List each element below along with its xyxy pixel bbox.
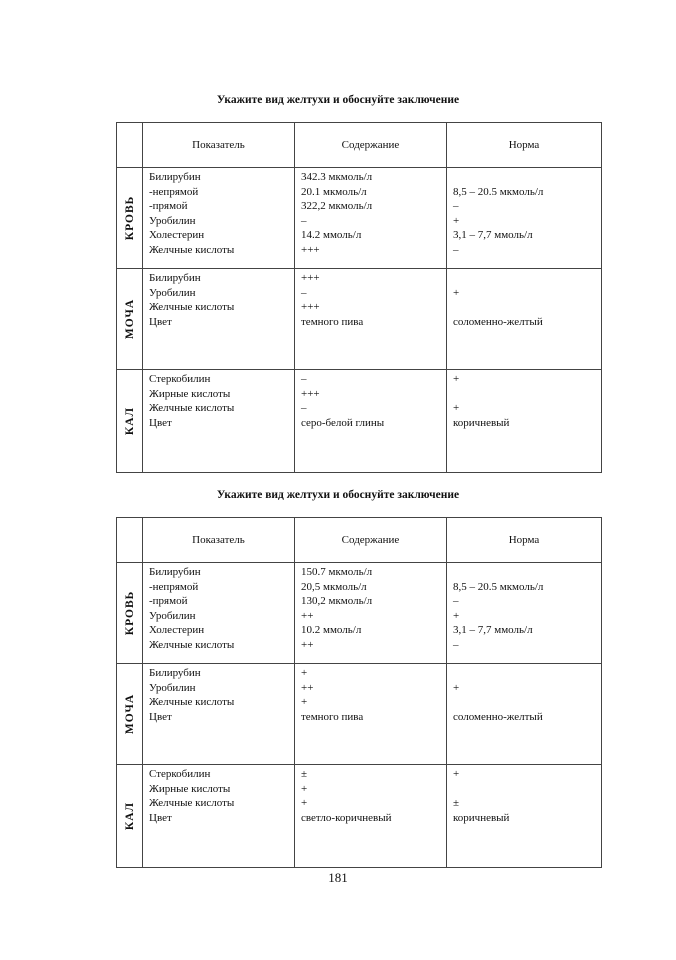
indicator-norm bbox=[453, 271, 595, 286]
indicator-norm bbox=[453, 300, 595, 315]
indicator-norm: коричневый bbox=[453, 811, 510, 824]
task-1-title: Укажите вид желтухи и обоснуйте заключение bbox=[216, 94, 460, 106]
side-label-cell bbox=[117, 370, 143, 473]
header-content: Содержание bbox=[295, 123, 447, 168]
lab-table-1 bbox=[116, 122, 602, 473]
side-label-cell bbox=[117, 664, 143, 765]
indicator-name: Желчные кислоты bbox=[149, 638, 235, 651]
indicator-norm: коричневый bbox=[453, 416, 510, 429]
indicator-name: Желчные кислоты bbox=[149, 402, 235, 415]
indicator-name: -прямой bbox=[149, 595, 188, 608]
indicator-value: 322,2 мкмоль/л bbox=[301, 200, 373, 213]
indicator-value: 150.7 мкмоль/л bbox=[301, 566, 373, 578]
side-label: МОЧА bbox=[123, 298, 136, 340]
indicator-value: светло-коричневый bbox=[301, 811, 392, 824]
page-number: 181 bbox=[328, 870, 348, 885]
value-list bbox=[295, 269, 446, 329]
indicator-value: темного пива bbox=[301, 315, 364, 328]
value-list bbox=[295, 765, 446, 825]
value-list bbox=[295, 168, 446, 258]
value-list bbox=[295, 563, 446, 653]
indicator-list bbox=[143, 563, 294, 653]
indicator-value: + bbox=[301, 797, 308, 810]
indicator-value: 10.2 ммоль/л bbox=[301, 624, 362, 637]
indicator-name: Уробилин bbox=[149, 214, 196, 227]
indicator-list bbox=[143, 664, 294, 724]
indicator-name: Билирубин bbox=[149, 667, 201, 679]
indicator-norm: ± bbox=[453, 797, 460, 810]
indicator-name: Желчные кислоты bbox=[149, 797, 235, 810]
header-indicator: Показатель bbox=[143, 123, 295, 168]
task-2-title: Укажите вид желтухи и обоснуйте заключение bbox=[216, 489, 460, 501]
side-label-cell bbox=[117, 269, 143, 370]
indicator-norm: + bbox=[453, 609, 460, 622]
indicator-list bbox=[143, 168, 294, 258]
indicator-value: темного пива bbox=[301, 710, 364, 723]
side-label: МОЧА bbox=[123, 693, 136, 735]
indicator-name: Цвет bbox=[149, 710, 172, 723]
value-list bbox=[295, 664, 446, 724]
norm-list bbox=[447, 269, 601, 329]
section-urine bbox=[117, 664, 602, 765]
indicator-name: Стеркобилин bbox=[149, 373, 211, 385]
indicator-norm: 8,5 – 20.5 мкмоль/л bbox=[453, 185, 544, 198]
indicator-value: ++ bbox=[301, 609, 314, 622]
indicator-value: – bbox=[301, 373, 307, 385]
indicator-norm: 8,5 – 20.5 мкмоль/л bbox=[453, 580, 544, 593]
indicator-name: -прямой bbox=[149, 200, 188, 213]
indicator-name: -непрямой bbox=[149, 185, 199, 198]
side-label: КАЛ bbox=[123, 801, 136, 831]
section-blood bbox=[117, 563, 602, 664]
section-feces bbox=[117, 370, 602, 473]
side-label: КРОВЬ bbox=[123, 590, 136, 636]
norm-list bbox=[447, 664, 601, 724]
indicator-value: +++ bbox=[301, 387, 320, 400]
header-content: Содержание bbox=[295, 518, 447, 563]
indicator-value: 342.3 мкмоль/л bbox=[301, 171, 373, 183]
norm-list bbox=[447, 765, 601, 825]
indicator-norm: соломенно-желтый bbox=[453, 710, 543, 723]
indicator-name: Цвет bbox=[149, 416, 172, 429]
indicator-value: 20,5 мкмоль/л bbox=[301, 580, 367, 593]
side-label-cell bbox=[117, 563, 143, 664]
side-label: КАЛ bbox=[123, 406, 136, 436]
indicator-norm bbox=[453, 666, 595, 681]
indicator-value: серо-белой глины bbox=[301, 416, 385, 429]
indicator-name: Жирные кислоты bbox=[149, 387, 231, 400]
side-label: КРОВЬ bbox=[123, 195, 136, 241]
indicator-norm bbox=[453, 565, 595, 580]
indicator-value: + bbox=[301, 667, 308, 679]
indicator-name: Цвет bbox=[149, 315, 172, 328]
indicator-name: Холестерин bbox=[149, 229, 205, 242]
table-header-row bbox=[117, 123, 602, 168]
indicator-name: Билирубин bbox=[149, 566, 201, 578]
indicator-norm: – bbox=[453, 595, 459, 608]
norm-list bbox=[447, 370, 601, 430]
indicator-value: +++ bbox=[301, 243, 320, 256]
indicator-norm: – bbox=[453, 638, 459, 651]
indicator-norm: – bbox=[453, 243, 459, 256]
indicator-list bbox=[143, 269, 294, 329]
indicator-value: 130,2 мкмоль/л bbox=[301, 595, 373, 608]
side-label-cell bbox=[117, 765, 143, 868]
indicator-norm: + bbox=[453, 768, 460, 780]
norm-list bbox=[447, 563, 601, 653]
indicator-value: +++ bbox=[301, 272, 320, 284]
indicator-norm: + bbox=[453, 681, 460, 694]
header-norm: Норма bbox=[447, 123, 602, 168]
section-blood bbox=[117, 168, 602, 269]
indicator-value: ++ bbox=[301, 681, 314, 694]
lab-table-2 bbox=[116, 517, 602, 868]
indicator-norm: + bbox=[453, 286, 460, 299]
indicator-value: – bbox=[301, 286, 307, 299]
indicator-name: Уробилин bbox=[149, 681, 196, 694]
value-list bbox=[295, 370, 446, 430]
table-header-row bbox=[117, 518, 602, 563]
indicator-norm: + bbox=[453, 402, 460, 415]
indicator-norm bbox=[453, 387, 595, 402]
indicator-name: Билирубин bbox=[149, 171, 201, 183]
indicator-value: – bbox=[301, 214, 307, 227]
indicator-name: Холестерин bbox=[149, 624, 205, 637]
indicator-name: Билирубин bbox=[149, 272, 201, 284]
indicator-name: Желчные кислоты bbox=[149, 243, 235, 256]
indicator-norm bbox=[453, 170, 595, 185]
indicator-value: ++ bbox=[301, 638, 314, 651]
section-feces bbox=[117, 765, 602, 868]
indicator-name: Стеркобилин bbox=[149, 768, 211, 780]
side-label-cell bbox=[117, 168, 143, 269]
indicator-name: Жирные кислоты bbox=[149, 782, 231, 795]
norm-list bbox=[447, 168, 601, 258]
indicator-value: +++ bbox=[301, 301, 320, 314]
indicator-norm: + bbox=[453, 214, 460, 227]
indicator-norm: + bbox=[453, 373, 460, 385]
indicator-norm: 3,1 – 7,7 ммоль/л bbox=[453, 624, 533, 637]
indicator-name: -непрямой bbox=[149, 580, 199, 593]
indicator-value: 20.1 мкмоль/л bbox=[301, 185, 367, 198]
indicator-value: – bbox=[301, 402, 307, 415]
indicator-list bbox=[143, 370, 294, 430]
header-corner-cell bbox=[117, 518, 143, 563]
header-norm: Норма bbox=[447, 518, 602, 563]
indicator-name: Желчные кислоты bbox=[149, 301, 235, 314]
indicator-norm: – bbox=[453, 200, 459, 213]
indicator-norm: соломенно-желтый bbox=[453, 315, 543, 328]
header-corner-cell bbox=[117, 123, 143, 168]
indicator-norm: 3,1 – 7,7 ммоль/л bbox=[453, 229, 533, 242]
indicator-name: Уробилин bbox=[149, 609, 196, 622]
indicator-name: Желчные кислоты bbox=[149, 696, 235, 709]
indicator-value: + bbox=[301, 696, 308, 709]
indicator-list bbox=[143, 765, 294, 825]
indicator-value: ± bbox=[301, 768, 308, 780]
indicator-value: 14.2 ммоль/л bbox=[301, 229, 362, 242]
header-indicator: Показатель bbox=[143, 518, 295, 563]
indicator-name: Цвет bbox=[149, 811, 172, 824]
section-urine bbox=[117, 269, 602, 370]
indicator-norm bbox=[453, 695, 595, 710]
indicator-name: Уробилин bbox=[149, 286, 196, 299]
indicator-value: + bbox=[301, 782, 308, 795]
indicator-norm bbox=[453, 782, 595, 797]
